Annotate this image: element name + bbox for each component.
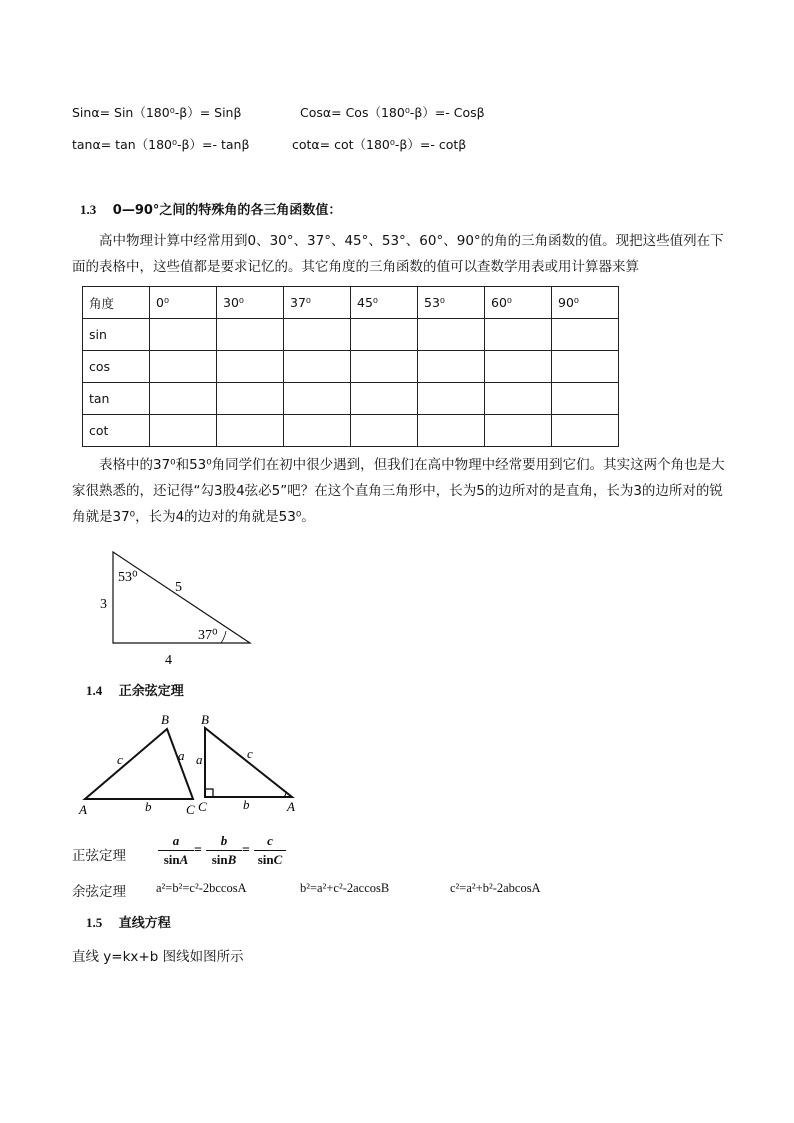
side-b-label: b <box>243 797 250 812</box>
vertex-b-label: B <box>161 712 169 727</box>
vertex-a-label: A <box>79 802 87 817</box>
numerator: b <box>220 833 228 848</box>
angle-top-label: 53⁰ <box>118 570 138 585</box>
table-header-cell: 30⁰ <box>217 287 284 319</box>
section-1-5-heading <box>86 912 171 931</box>
triangle-345-figure <box>90 545 270 670</box>
table-header-cell: 0⁰ <box>150 287 217 319</box>
table-row-label: tan <box>83 383 150 415</box>
section-title: 直线方程 <box>118 916 171 931</box>
vertex-c-label: C <box>198 799 207 814</box>
side-b-label: b <box>145 799 152 814</box>
table-row <box>83 319 619 351</box>
fraction-a-over-sina <box>158 833 194 868</box>
denominator: sinB <box>211 852 237 867</box>
denominator: sinC <box>257 852 283 867</box>
side-c-label: c <box>247 746 253 761</box>
table-row <box>83 351 619 383</box>
trig-values-table <box>82 286 619 447</box>
table-header-cell: 45⁰ <box>351 287 418 319</box>
identity-cot: cotα= cot（180⁰-β）=- cotβ <box>292 137 467 152</box>
angle-right-label: 37⁰ <box>198 628 218 643</box>
side-hypotenuse-label: 5 <box>175 580 182 595</box>
paragraph-intro: 高中物理计算中经常用到0、30°、37°、45°、53°、60°、90°的角的三角函数的值。现把这些值列在下面的表格中，这些值都是要求记忆的。其它角度的三角函数的值可以查数学用表或用计算器来算 <box>72 233 724 275</box>
side-a-label: a <box>178 748 185 763</box>
numerator: a <box>172 833 180 848</box>
table-row <box>83 383 619 415</box>
section-number: 1.4 <box>86 683 103 698</box>
identity-cos: Cosα= Cos（180⁰-β）=- Cosβ <box>300 105 485 120</box>
vertex-c-label: C <box>186 802 195 817</box>
sine-rule-label: 正弦定理 <box>72 848 126 864</box>
section-1-3-heading <box>80 199 341 218</box>
table-row-label: sin <box>83 319 150 351</box>
side-left-label: 3 <box>100 597 107 612</box>
numerator: c <box>267 833 273 848</box>
cosine-formula-b: b²=a²+c²-2accosB <box>300 881 390 895</box>
equals-sign: = <box>242 843 250 858</box>
section-title: 0—90°之间的特殊角的各三角函数值： <box>112 203 342 218</box>
table-header-cell: 37⁰ <box>284 287 351 319</box>
table-row <box>83 287 619 319</box>
table-row-label: cot <box>83 415 150 447</box>
equals-sign: = <box>194 843 202 858</box>
table-row-label: cos <box>83 351 150 383</box>
right-triangle-figure <box>195 710 310 820</box>
oblique-triangle-figure <box>75 710 205 820</box>
section-title: 正余弦定理 <box>118 684 184 699</box>
identity-sin: Sinα= Sin（180⁰-β）= Sinβ <box>72 105 242 120</box>
vertex-b-label: B <box>201 712 209 727</box>
line-equation-text: 直线 y=kx+b 图线如图所示 <box>72 949 244 965</box>
table-header-cell: 60⁰ <box>485 287 552 319</box>
fraction-c-over-sinc <box>254 833 286 868</box>
table-row <box>83 415 619 447</box>
fraction-b-over-sinb <box>206 833 242 868</box>
identity-tan: tanα= tan（180⁰-β）=- tanβ <box>72 137 250 152</box>
cosine-formula-a: a²=b²=c²-2bccosA <box>156 881 247 895</box>
table-header-cell: 53⁰ <box>418 287 485 319</box>
section-number: 1.5 <box>86 915 103 930</box>
side-bottom-label: 4 <box>165 653 172 668</box>
section-1-4-heading <box>86 680 184 699</box>
table-header-cell: 角度 <box>83 287 150 319</box>
paragraph-345-triangle: 表格中的37⁰和53⁰角同学们在初中很少遇到，但我们在高中物理中经常要用到它们。其实这两个角也是大家很熟悉的，还记得“勾3股4弦必5”吧？在这个直角三角形中，长为5的边所对的是直角，长为3的边所对的锐角就是37⁰，长为4的边对的角就是53⁰。 <box>72 457 725 525</box>
cosine-rule-label: 余弦定理 <box>72 884 126 900</box>
section-number: 1.3 <box>80 202 97 217</box>
cosine-formula-c: c²=a²+b²-2abcosA <box>450 881 541 895</box>
side-c-label: c <box>117 752 123 767</box>
denominator: sinA <box>163 852 189 867</box>
vertex-a-label: A <box>287 799 295 814</box>
side-a-label: a <box>196 752 203 767</box>
table-header-cell: 90⁰ <box>552 287 619 319</box>
